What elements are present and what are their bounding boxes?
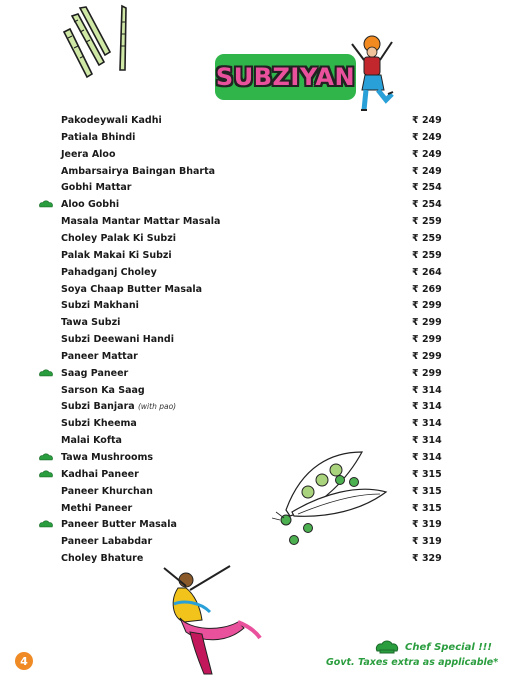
currency-symbol: ₹ xyxy=(412,452,419,463)
currency-symbol: ₹ xyxy=(412,300,419,312)
menu-item-price xyxy=(412,196,442,213)
price-amount: 254 xyxy=(421,199,442,211)
menu-item-name: Jeera Aloo xyxy=(61,148,116,160)
currency-symbol: ₹ xyxy=(412,553,419,565)
price-amount: 259 xyxy=(421,216,442,228)
menu-item-name: Ambarsairya Baingan Bharta xyxy=(61,165,216,177)
currency-symbol: ₹ xyxy=(412,182,419,194)
menu-item-name: Pahadganj Choley xyxy=(61,266,157,278)
price-amount: 249 xyxy=(421,131,442,143)
currency-symbol: ₹ xyxy=(412,536,419,548)
menu-item-name: Subzi Deewani Handi xyxy=(61,334,174,346)
menu-item-price xyxy=(412,163,442,180)
currency-symbol: ₹ xyxy=(412,485,419,497)
currency-symbol: ₹ xyxy=(412,367,419,379)
chef-hat-icon xyxy=(374,640,400,654)
menu-item-name: Kadhai Paneer xyxy=(61,468,139,480)
currency-symbol: ₹ xyxy=(412,384,419,396)
menu-item xyxy=(0,415,527,432)
menu-item-name: Subzi Makhani xyxy=(61,300,139,312)
price-amount: 319 xyxy=(421,519,442,531)
price-amount: 249 xyxy=(421,115,442,126)
menu-item-name: Tawa Subzi xyxy=(61,317,121,329)
currency-symbol: ₹ xyxy=(412,199,419,211)
menu-item-price xyxy=(412,112,442,129)
price-amount: 329 xyxy=(421,553,442,565)
price-amount: 314 xyxy=(421,452,442,463)
menu-item xyxy=(0,179,527,196)
price-amount: 264 xyxy=(421,266,442,278)
chef-hat-icon xyxy=(38,200,54,209)
menu-item xyxy=(0,314,527,331)
page-number-badge: 4 xyxy=(15,652,33,670)
price-amount: 315 xyxy=(421,502,442,514)
price-amount: 299 xyxy=(421,350,442,362)
chef-hat-icon xyxy=(38,453,54,462)
menu-item-name: Masala Mantar Mattar Masala xyxy=(61,216,221,228)
chef-hat-icon xyxy=(38,520,54,529)
pea-pods-illustration xyxy=(262,446,390,550)
price-amount: 315 xyxy=(421,485,442,497)
menu-item-note: (with pao) xyxy=(138,402,177,412)
currency-symbol: ₹ xyxy=(412,418,419,430)
menu-item xyxy=(0,129,527,146)
menu-item-price xyxy=(412,398,442,415)
chef-special-legend xyxy=(374,640,492,654)
menu-item xyxy=(0,213,527,230)
price-amount: 299 xyxy=(421,334,442,346)
menu-item-price xyxy=(412,146,442,163)
currency-symbol: ₹ xyxy=(412,216,419,228)
menu-item-price xyxy=(412,348,442,365)
menu-item xyxy=(0,112,527,129)
menu-item xyxy=(0,365,527,382)
currency-symbol: ₹ xyxy=(412,115,419,126)
menu-item-name: Choley Palak Ki Subzi xyxy=(61,232,176,244)
currency-symbol: ₹ xyxy=(412,334,419,346)
currency-symbol: ₹ xyxy=(412,519,419,531)
currency-symbol: ₹ xyxy=(412,401,419,413)
menu-item xyxy=(0,398,527,415)
currency-symbol: ₹ xyxy=(412,350,419,362)
currency-symbol: ₹ xyxy=(412,232,419,244)
menu-item xyxy=(0,264,527,281)
menu-item-name: Aloo Gobhi xyxy=(61,199,120,211)
price-amount: 269 xyxy=(421,283,442,295)
menu-item xyxy=(0,163,527,180)
menu-item-name: Choley Bhature xyxy=(61,553,144,565)
menu-item xyxy=(0,230,527,247)
menu-item-price xyxy=(412,500,442,517)
dancing-woman-illustration xyxy=(160,560,262,680)
menu-item-price xyxy=(412,297,442,314)
menu-item-name: Paneer Lababdar xyxy=(61,536,153,548)
price-amount: 259 xyxy=(421,232,442,244)
menu-item-name: Paneer Khurchan xyxy=(61,485,153,497)
menu-item-price xyxy=(412,432,442,449)
price-amount: 314 xyxy=(421,435,442,447)
menu-item-price xyxy=(412,281,442,298)
page-title: SUBZIYAN xyxy=(215,63,356,91)
menu-item-price xyxy=(412,516,442,533)
menu-item-name: Malai Kofta xyxy=(61,435,122,447)
menu-item-name: Saag Paneer xyxy=(61,367,129,379)
menu-item-price xyxy=(412,247,442,264)
price-amount: 315 xyxy=(421,468,442,480)
price-amount: 249 xyxy=(421,148,442,160)
menu-item xyxy=(0,382,527,399)
currency-symbol: ₹ xyxy=(412,317,419,329)
menu-item-price xyxy=(412,230,442,247)
menu-item-name: Gobhi Mattar xyxy=(61,182,132,194)
currency-symbol: ₹ xyxy=(412,283,419,295)
currency-symbol: ₹ xyxy=(412,165,419,177)
menu-item-name: Palak Makai Ki Subzi xyxy=(61,249,172,261)
menu-item-price xyxy=(412,550,442,567)
menu-item-name: Pakodeywali Kadhi xyxy=(61,115,162,126)
menu-item-price xyxy=(412,365,442,382)
price-amount: 319 xyxy=(421,536,442,548)
menu-item xyxy=(0,331,527,348)
menu-item-price xyxy=(412,415,442,432)
price-amount: 259 xyxy=(421,249,442,261)
currency-symbol: ₹ xyxy=(412,131,419,143)
menu-item-price xyxy=(412,264,442,281)
price-amount: 314 xyxy=(421,401,442,413)
currency-symbol: ₹ xyxy=(412,249,419,261)
menu-item-price xyxy=(412,179,442,196)
menu-item xyxy=(0,281,527,298)
menu-item-price xyxy=(412,449,442,466)
price-amount: 254 xyxy=(421,182,442,194)
menu-item xyxy=(0,247,527,264)
asparagus-illustration xyxy=(58,2,138,82)
price-amount: 299 xyxy=(421,367,442,379)
menu-item-price xyxy=(412,213,442,230)
price-amount: 299 xyxy=(421,317,442,329)
chef-special-label: Chef Special !!! xyxy=(405,641,492,653)
tax-note: Govt. Taxes extra as applicable* xyxy=(326,657,499,668)
currency-symbol: ₹ xyxy=(412,148,419,160)
menu-item-name: Soya Chaap Butter Masala xyxy=(61,283,203,295)
price-amount: 314 xyxy=(421,418,442,430)
menu-item xyxy=(0,297,527,314)
menu-item-price xyxy=(412,314,442,331)
menu-item-name: Paneer Butter Masala xyxy=(61,519,177,531)
price-amount: 249 xyxy=(421,165,442,177)
menu-item xyxy=(0,348,527,365)
menu-item xyxy=(0,196,527,213)
chef-hat-icon xyxy=(38,470,54,479)
menu-item-price xyxy=(412,483,442,500)
currency-symbol: ₹ xyxy=(412,468,419,480)
menu-item-price xyxy=(412,382,442,399)
currency-symbol: ₹ xyxy=(412,266,419,278)
menu-item-price xyxy=(412,331,442,348)
bhangra-dancer-man-illustration xyxy=(348,30,398,116)
menu-item-price xyxy=(412,533,442,550)
menu-item-price xyxy=(412,129,442,146)
chef-hat-icon xyxy=(38,369,54,378)
price-amount: 299 xyxy=(421,300,442,312)
menu-item xyxy=(0,146,527,163)
menu-item-name: Sarson Ka Saag xyxy=(61,384,145,396)
menu-item-name: Methi Paneer xyxy=(61,502,133,514)
menu-item-name: Tawa Mushrooms xyxy=(61,452,154,463)
menu-item-name: Paneer Mattar xyxy=(61,350,138,362)
menu-item-name: Subzi Banjara (with pao) xyxy=(61,401,177,413)
price-amount: 314 xyxy=(421,384,442,396)
menu-item xyxy=(0,550,527,567)
currency-symbol: ₹ xyxy=(412,502,419,514)
menu-item-name: Patiala Bhindi xyxy=(61,131,136,143)
menu-item-name: Subzi Kheema xyxy=(61,418,137,430)
currency-symbol: ₹ xyxy=(412,435,419,447)
menu-item-price xyxy=(412,466,442,483)
